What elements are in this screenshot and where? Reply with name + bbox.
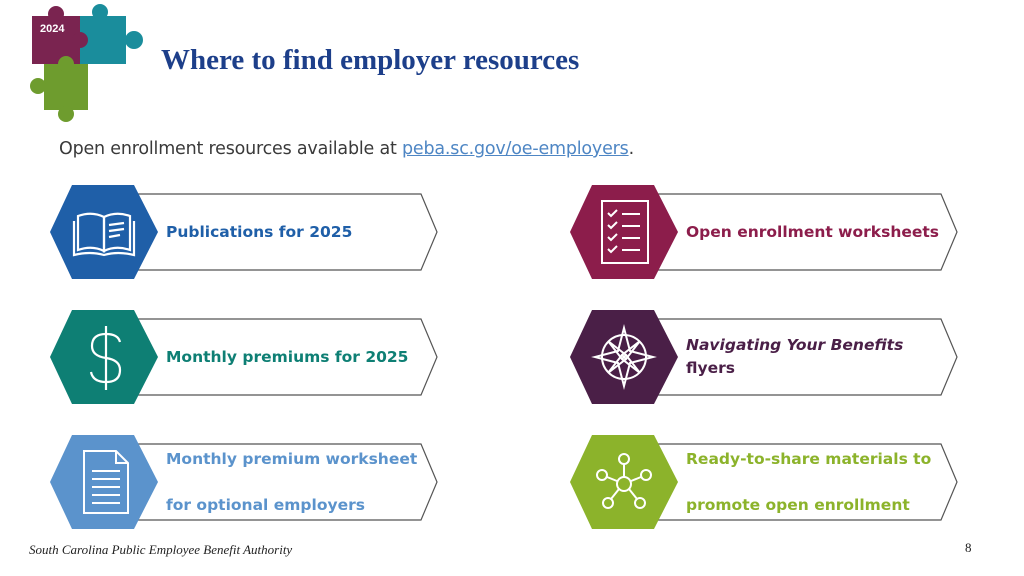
card-navigating-flyers[interactable]	[568, 308, 968, 406]
oe-employers-link[interactable]: peba.sc.gov/oe-employers	[402, 139, 629, 159]
logo-badge: 2024	[40, 23, 65, 35]
card-label: Open enrollment worksheets	[686, 222, 940, 241]
footer-org: South Carolina Public Employee Benefit Authority	[29, 542, 293, 557]
label-rest: flyers	[686, 359, 735, 377]
card-premiums[interactable]	[48, 308, 448, 406]
puzzle-logo	[30, 4, 150, 122]
intro-text	[59, 139, 634, 159]
card-ready-to-share[interactable]	[568, 433, 968, 531]
card-label	[686, 308, 954, 406]
intro-suffix: .	[628, 139, 634, 159]
card-label: Publications for 2025	[166, 222, 353, 241]
label-italic: Navigating Your Benefits	[686, 336, 904, 354]
card-optional-employers[interactable]	[48, 433, 448, 531]
card-publications[interactable]	[48, 183, 448, 281]
card-label: Ready-to-share materials to promote open enrollment	[686, 449, 932, 514]
page-title: Where to find employer resources	[161, 44, 580, 76]
card-label: Monthly premium worksheet for optional employers	[166, 449, 418, 514]
card-label: Monthly premiums for 2025	[166, 347, 409, 366]
card-worksheets[interactable]	[568, 183, 968, 281]
page-number: 8	[965, 540, 972, 555]
intro-prefix: Open enrollment resources available at	[59, 139, 403, 159]
